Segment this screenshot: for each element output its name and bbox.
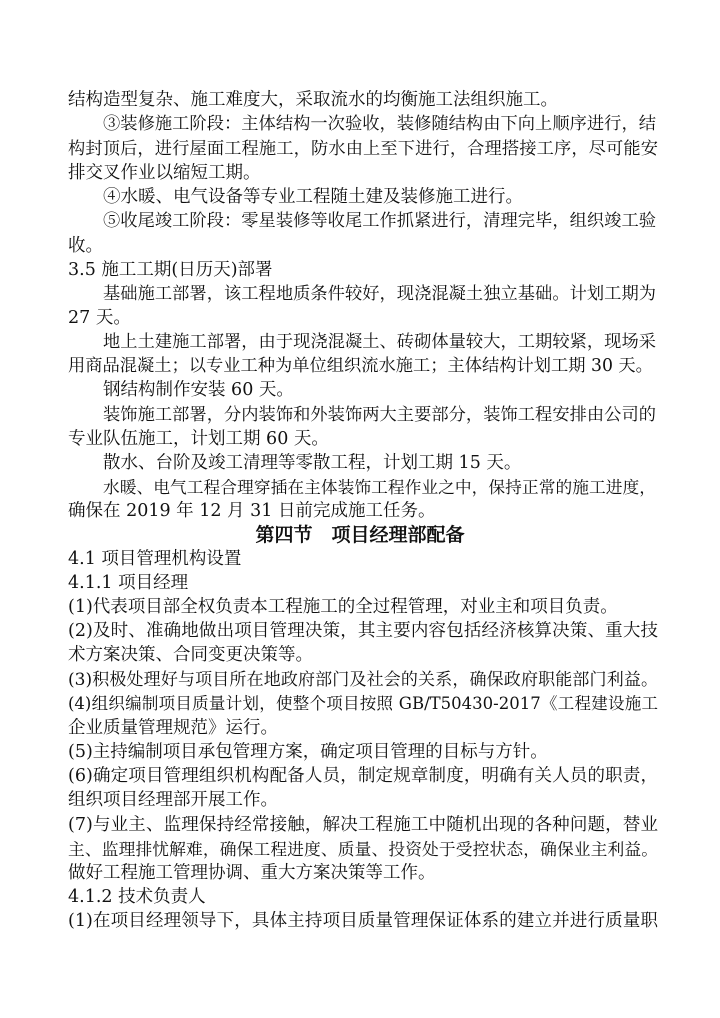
paragraph-line: 确保在 2019 年 12 月 31 日前完成施工任务。: [68, 501, 436, 521]
list-item-line: 做好工程施工管理协调、重大方案决策等工作。: [68, 863, 436, 883]
list-item-line: (1)代表项目部全权负责本工程施工的全过程管理，对业主和项目负责。: [68, 597, 618, 617]
list-item-line: 主、监理排忧解难，确保工程进度、质量、投资处于受控状态，确保业主利益。: [68, 839, 658, 859]
list-item-line: (2)及时、准确地做出项目管理决策，其主要内容包括经济核算决策、重大技: [68, 621, 658, 641]
list-item-line: (5)主持编制项目承包管理方案，确定项目管理的目标与方针。: [68, 742, 548, 762]
list-item-line: 企业质量管理规范》运行。: [68, 718, 278, 738]
list-item-line: (7)与业主、监理保持经常接触，解决工程施工中随机出现的各种问题，替业: [68, 815, 658, 835]
paragraph-line: ③装修施工阶段：主体结构一次验收，装修随结构由下向上顺序进行，结: [103, 114, 656, 134]
paragraph-line: 27 天。: [68, 308, 131, 328]
section-heading: 4.1 项目管理机构设置: [68, 549, 242, 569]
paragraph-line: ⑤收尾竣工阶段：零星装修等收尾工作抓紧进行，清理完毕，组织竣工验: [103, 211, 656, 231]
chapter-heading: 第四节 项目经理部配备: [255, 524, 465, 546]
list-item-line: (1)在项目经理领导下，具体主持项目质量管理保证体系的建立并进行质量职: [68, 911, 658, 931]
list-item-line: 术方案决策、合同变更决策等。: [68, 645, 313, 665]
paragraph-line: 构封顶后，进行屋面工程施工，防水由上至下进行，合理搭接工序，尽可能安: [68, 139, 658, 159]
paragraph-line: 排交叉作业以缩短工期。: [68, 163, 261, 183]
paragraph-line: 水暖、电气工程合理穿插在主体装饰工程作业之中，保持正常的施工进度，: [103, 477, 656, 497]
paragraph-line: 结构造型复杂、施工难度大，采取流水的均衡施工法组织施工。: [68, 90, 558, 110]
section-heading: 3.5 施工工期(日历天)部署: [68, 260, 273, 280]
paragraph-line: 散水、台阶及竣工清理等零散工程，计划工期 15 天。: [103, 453, 522, 473]
paragraph-line: 装饰施工部署，分内装饰和外装饰两大主要部分，装饰工程安排由公司的: [103, 405, 656, 425]
paragraph-line: 基础施工部署，该工程地质条件较好，现浇混凝土独立基础。计划工期为: [103, 284, 656, 304]
list-item-line: (3)积极处理好与项目所在地政府部门及社会的关系，确保政府职能部门利益。: [68, 670, 658, 690]
list-item-line: (4)组织编制项目质量计划，使整个项目按照 GB/T50430-2017《工程建设施工: [68, 694, 658, 713]
subsection-heading: 4.1.1 项目经理: [68, 573, 189, 593]
paragraph-line: 收。: [68, 236, 103, 256]
paragraph-line: 地上土建施工部署，由于现浇混凝土、砖砌体量较大，工期较紧，现场采: [103, 332, 656, 352]
paragraph-line: 钢结构制作安装 60 天。: [103, 380, 294, 400]
list-item-line: (6)确定项目管理组织机构配备人员，制定规章制度，明确有关人员的职责，: [68, 766, 658, 786]
paragraph-line: 专业队伍施工，计划工期 60 天。: [68, 429, 329, 449]
list-item-line: 组织项目经理部开展工作。: [68, 790, 278, 810]
subsection-heading: 4.1.2 技术负责人: [68, 887, 206, 907]
paragraph-line: 用商品混凝土；以专业工种为单位组织流水施工；主体结构计划工期 30 天。: [68, 356, 653, 376]
paragraph-line: ④水暖、电气设备等专业工程随土建及装修施工进行。: [103, 187, 523, 207]
